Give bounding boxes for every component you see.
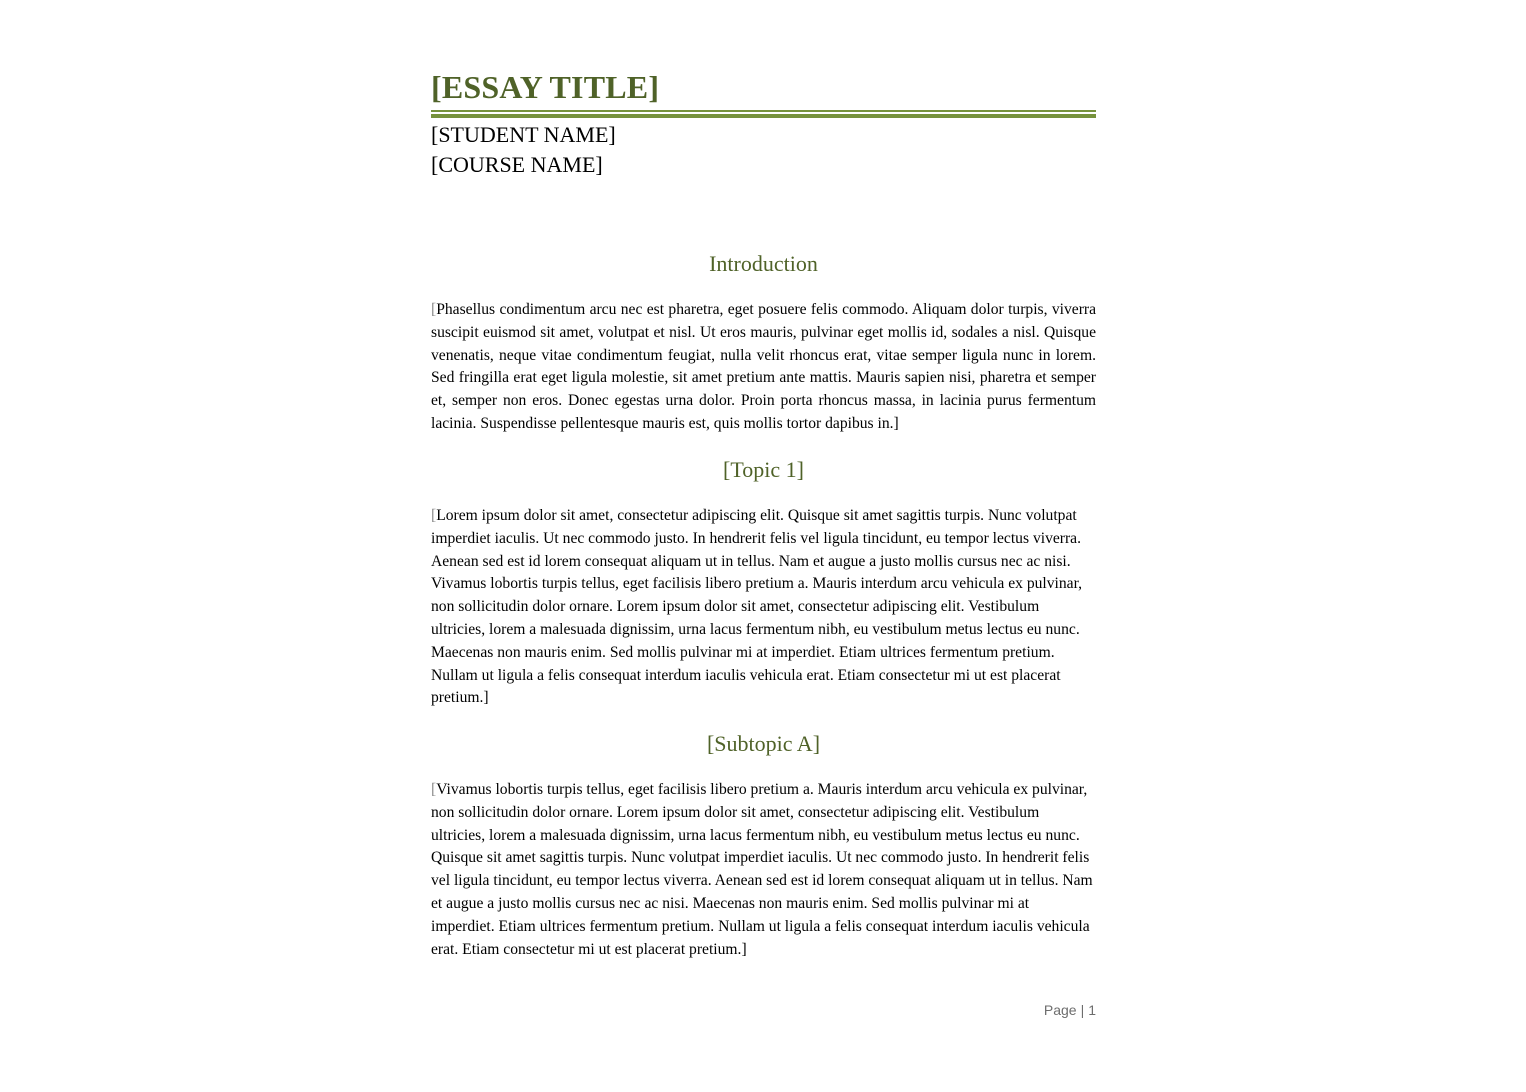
section-heading-introduction: Introduction: [709, 251, 818, 276]
page-separator: |: [1080, 1002, 1085, 1018]
essay-title[interactable]: [ESSAY TITLE]: [431, 69, 660, 105]
title-rule-thin: [431, 110, 1096, 112]
section-heading-topic-1: [Topic 1]: [723, 457, 804, 482]
section-body-introduction[interactable]: [431, 299, 1096, 436]
section-body-text: Lorem ipsum dolor sit amet, consectetur adipiscing elit. Quisque sit amet sagittis turpis. Nunc volutpat imperdiet iaculis. Ut nec commodo justo. In hendrerit felis vel ligula tincidunt, eu tempor lectus viverra. Aenean sed est id lorem consequat aliquam ut in tellus. Nam et augue a justo mollis cursus nec ac nisi. Vivamus lobortis turpis tellus, eget facilisis libero pretium a. Mauris interdum arcu vehicula ex pulvinar, non sollicitudin dolor ornare. Lorem ipsum dolor sit amet, consectetur adipiscing elit. Vestibulum ultricies, lorem a malesuada dignissim, urna lacus fermentum nibh, eu vestibulum metus lectus eu nunc. Maecenas non mauris enim. Sed mollis pulvinar mi at imperdiet. Etiam ultrices fermentum pretium. Nullam ut ligula a felis consequat interdum iaculis vehicula erat. Etiam consectetur mi ut est placerat pretium.]: [431, 507, 1083, 707]
student-name[interactable]: [STUDENT NAME]: [431, 122, 616, 147]
page-label: Page: [1043, 1002, 1077, 1018]
page-number: 1: [1088, 1002, 1096, 1018]
title-rule-thick: [431, 114, 1096, 118]
section-body-text: Vivamus lobortis turpis tellus, eget facilisis libero pretium a. Mauris interdum arcu vehicula ex pulvinar, non sollicitudin dolor ornare. Lorem ipsum dolor sit amet, consectetur adipiscing elit. Vestibulum ultricies, lorem a malesuada dignissim, urna lacus fermentum nibh, eu vestibulum metus lectus eu nunc. Quisque sit amet sagittis turpis. Nunc volutpat imperdiet iaculis. Ut nec commodo justo. In hendrerit felis vel ligula tincidunt, eu tempor lectus viverra. Aenean sed est id lorem consequat aliquam ut in tellus. Nam et augue a justo mollis cursus nec ac nisi. Maecenas non mauris enim. Sed mollis pulvinar mi at imperdiet. Etiam ultrices fermentum pretium. Nullam ut ligula a felis consequat interdum iaculis vehicula erat. Etiam consectetur mi ut est placerat pretium.]: [431, 781, 1093, 958]
section-body-subtopic-a[interactable]: [431, 779, 1096, 961]
course-name[interactable]: [COURSE NAME]: [431, 152, 603, 177]
placeholder-bracket: [: [431, 301, 437, 318]
placeholder-bracket: [: [431, 781, 437, 798]
section-body-text: Phasellus condimentum arcu nec est pharetra, eget posuere felis commodo. Aliquam dolor turpis, viverra suscipit euismod sit amet, volutpat et nisl. Ut eros mauris, pulvinar eget mollis id, sodales a nisl. Quisque venenatis, neque vitae condimentum feugiat, nulla velit rhoncus erat, vitae semper ligula nunc in lorem. Sed fringilla erat eget ligula molestie, sit amet pretium ante mattis. Mauris sapien nisi, pharetra et semper et, semper non eros. Donec egestas urna dolor. Proin porta rhoncus massa, in lacinia purus fermentum lacinia. Suspendisse pellentesque mauris est, quis mollis tortor dapibus in.]: [431, 301, 1096, 432]
page-footer: [1044, 1002, 1096, 1018]
placeholder-bracket: [: [431, 507, 437, 524]
section-body-topic-1[interactable]: [431, 505, 1096, 710]
section-heading-subtopic-a: [Subtopic A]: [706, 731, 821, 756]
document-page: [431, 0, 1096, 1092]
